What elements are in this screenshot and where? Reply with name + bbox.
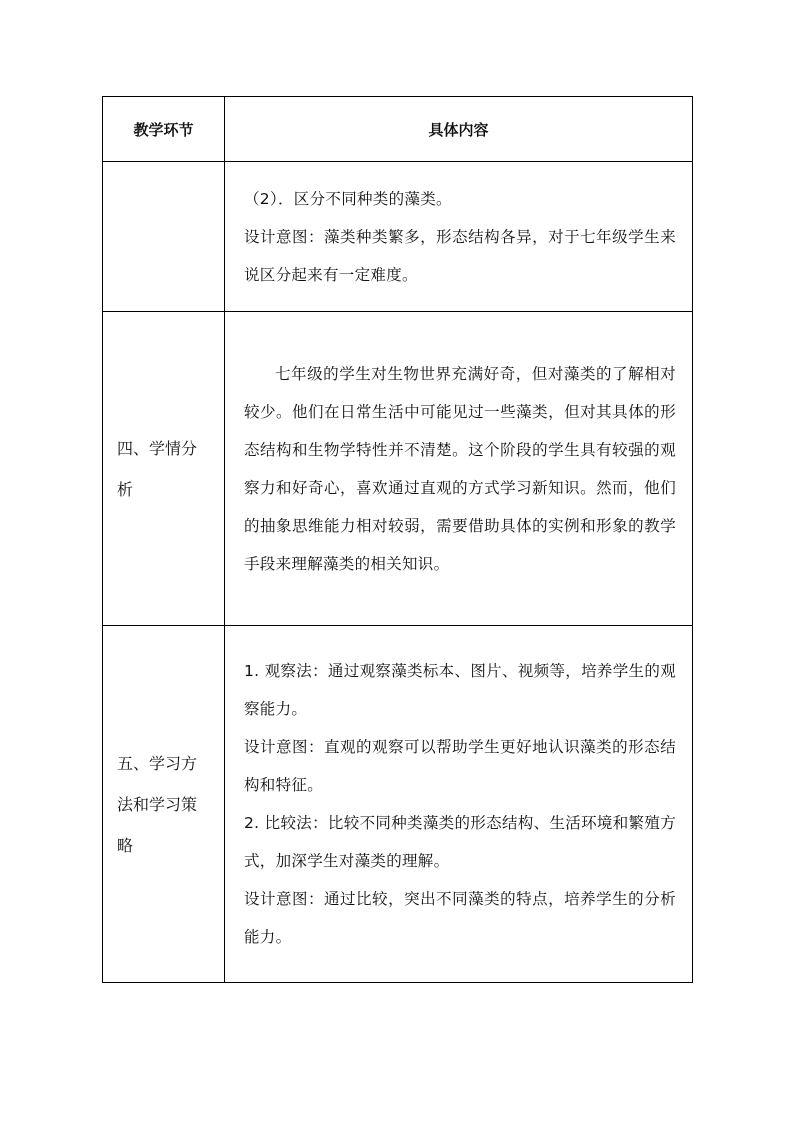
method-observation-paragraph: 1. 观察法：通过观察藻类标本、图片、视频等，培养学生的观察能力。 [244,662,676,718]
row-label-learning-methods: 五、学习方法和学习策略 [103,626,225,983]
method-comparison-paragraph: 2. 比较法：比较不同种类藻类的形态结构、生活环境和繁殖方式，加深学生对藻类的理解。 [244,814,676,870]
row-content [225,626,693,983]
lesson-plan-table [102,96,693,983]
table-row [103,312,693,626]
row-label [103,162,225,312]
table-row [103,162,693,312]
table-row [103,626,693,983]
row-label-student-analysis: 四、学情分析 [103,312,225,626]
design-intent-paragraph: 设计意图：通过比较，突出不同藻类的特点，培养学生的分析能力。 [244,890,676,946]
design-intent-paragraph: 设计意图：直观的观察可以帮助学生更好地认识藻类的形态结构和特征。 [244,738,676,794]
header-specific-content: 具体内容 [225,97,693,162]
row-content [225,312,693,626]
content-paragraph: 七年级的学生对生物世界充满好奇，但对藻类的了解相对较少。他们在日常生活中可能见过一些藻类，但对其具体的形态结构和生物学特性并不清楚。这个阶段的学生具有较强的观察力和好奇心，喜欢通过直观的方式学习新知识。然而，他们的抽象思维能力相对较弱，需要借助具体的实例和形象的教学手段来理解藻类的相关知识。 [244,364,676,573]
content-paragraph: （2）．区分不同种类的藻类。 [244,189,452,208]
header-teaching-stage: 教学环节 [103,97,225,162]
table-header-row [103,97,693,162]
row-content [225,162,693,312]
design-intent-paragraph: 设计意图：藻类种类繁多，形态结构各异，对于七年级学生来说区分起来有一定难度。 [244,227,676,284]
